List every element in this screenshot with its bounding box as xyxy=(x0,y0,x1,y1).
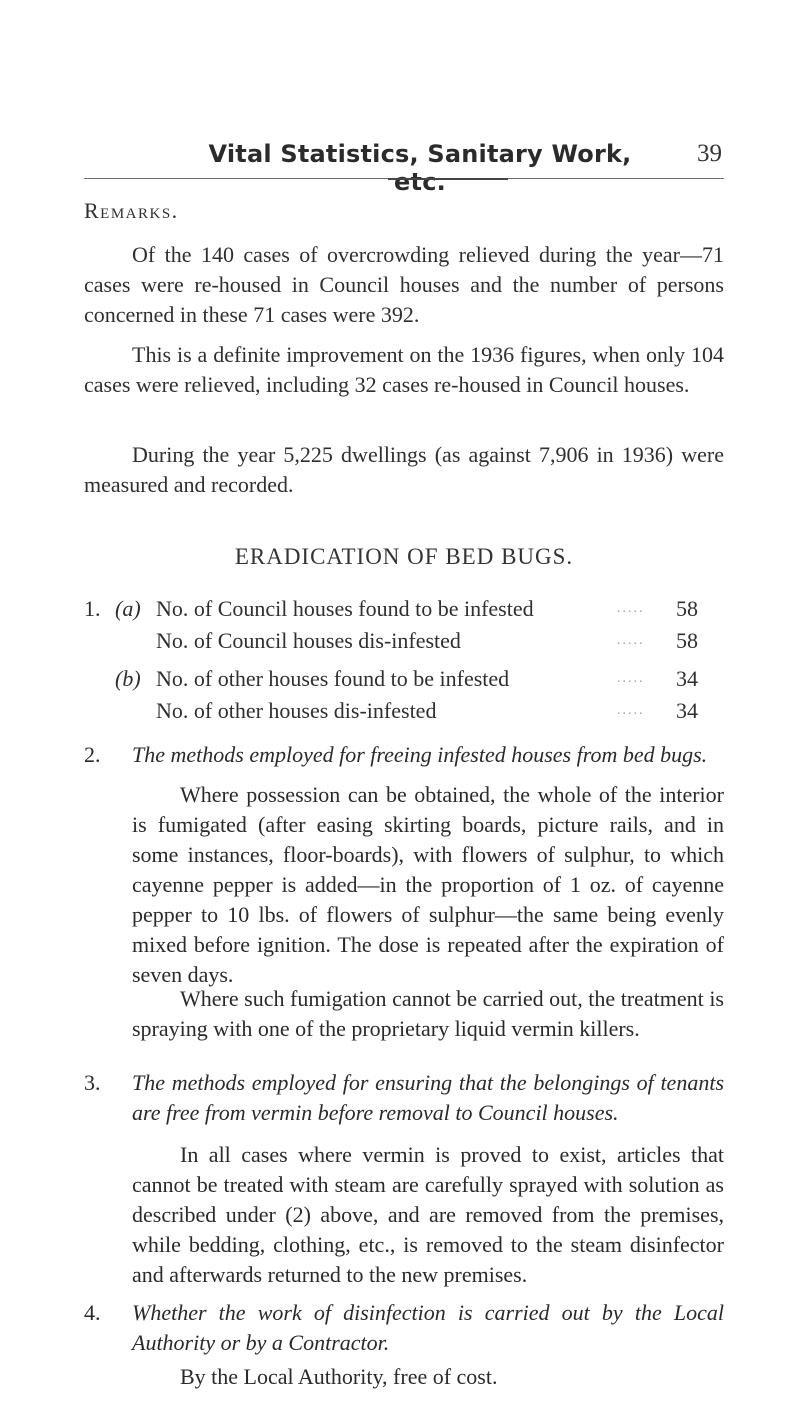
item-number: 1. xyxy=(84,596,101,621)
remarks-paragraph-2: This is a definite improvement on the 1936 figures, when only 104 cases were relieved, including 32 cases re-housed in Council houses. xyxy=(84,342,724,397)
item-title: Whether the work of disinfection is carried out by the Local Authority or by a Contractor. xyxy=(132,1300,724,1355)
leader-dots: ..... xyxy=(617,671,645,686)
row-value: 58 xyxy=(676,628,698,653)
remarks-paragraph-3: During the year 5,225 dwellings (as against 7,906 in 1936) were measured and recorded. xyxy=(84,442,724,497)
leader-dots: ..... xyxy=(617,601,645,616)
section-heading: ERADICATION OF BED BUGS. xyxy=(234,544,574,569)
item-number: 4. xyxy=(84,1300,101,1325)
row-value: 34 xyxy=(676,666,698,691)
page-number: 39 xyxy=(697,140,722,167)
header-rule-accent xyxy=(388,178,508,180)
row-value: 58 xyxy=(676,596,698,621)
running-title: Vital Statistics, Sanitary Work, etc. xyxy=(208,140,632,196)
item-answer: By the Local Authority, free of cost. xyxy=(180,1364,498,1389)
list-item xyxy=(84,696,724,726)
list-item xyxy=(84,626,724,656)
list-item xyxy=(84,594,724,624)
row-label: No. of other houses dis-infested xyxy=(156,698,437,723)
item-title: The methods employed for freeing infested houses from bed bugs. xyxy=(132,742,708,767)
item-title: The methods employed for ensuring that the belongings of tenants are free from vermin before removal to Council houses. xyxy=(132,1070,724,1125)
remarks-heading: Remarks. xyxy=(84,198,179,223)
row-label: No. of Council houses found to be infested xyxy=(156,596,534,621)
leader-dots: ..... xyxy=(617,633,645,648)
row-label: No. of Council houses dis-infested xyxy=(156,628,461,653)
item-number: 2. xyxy=(84,742,101,767)
sub-label: (a) xyxy=(115,596,141,621)
item-number: 3. xyxy=(84,1070,101,1095)
sub-label: (b) xyxy=(115,666,141,691)
row-label: No. of other houses found to be infested xyxy=(156,666,510,691)
item-paragraph: In all cases where vermin is proved to exist, articles that cannot be treated with steam are carefully sprayed with solution as described under (2) above, and are removed from the premises, while bedding, clothing, etc., is removed to the steam disinfector and afterwards returned to the new premises. xyxy=(132,1142,724,1287)
item-paragraph: Where possession can be obtained, the whole of the interior is fumigated (after easing skirting boards, picture rails, and in some instances, floor-boards), with flowers of sulphur, to which cayenne pepper is added—in the proportion of 1 oz. of cayenne pepper to 10 lbs. of flowers of sulphur—the same being evenly mixed before ignition. The dose is repeated after the expiration of seven days. xyxy=(132,782,724,987)
remarks-paragraph-1: Of the 140 cases of overcrowding relieved during the year—71 cases were re-housed in Council houses and the number of persons concerned in these 71 cases were 392. xyxy=(84,242,724,327)
leader-dots: ..... xyxy=(617,703,645,718)
row-value: 34 xyxy=(676,698,698,723)
item-paragraph: Where such fumigation cannot be carried out, the treatment is spraying with one of the proprietary liquid vermin killers. xyxy=(132,986,724,1041)
list-item xyxy=(84,664,724,694)
